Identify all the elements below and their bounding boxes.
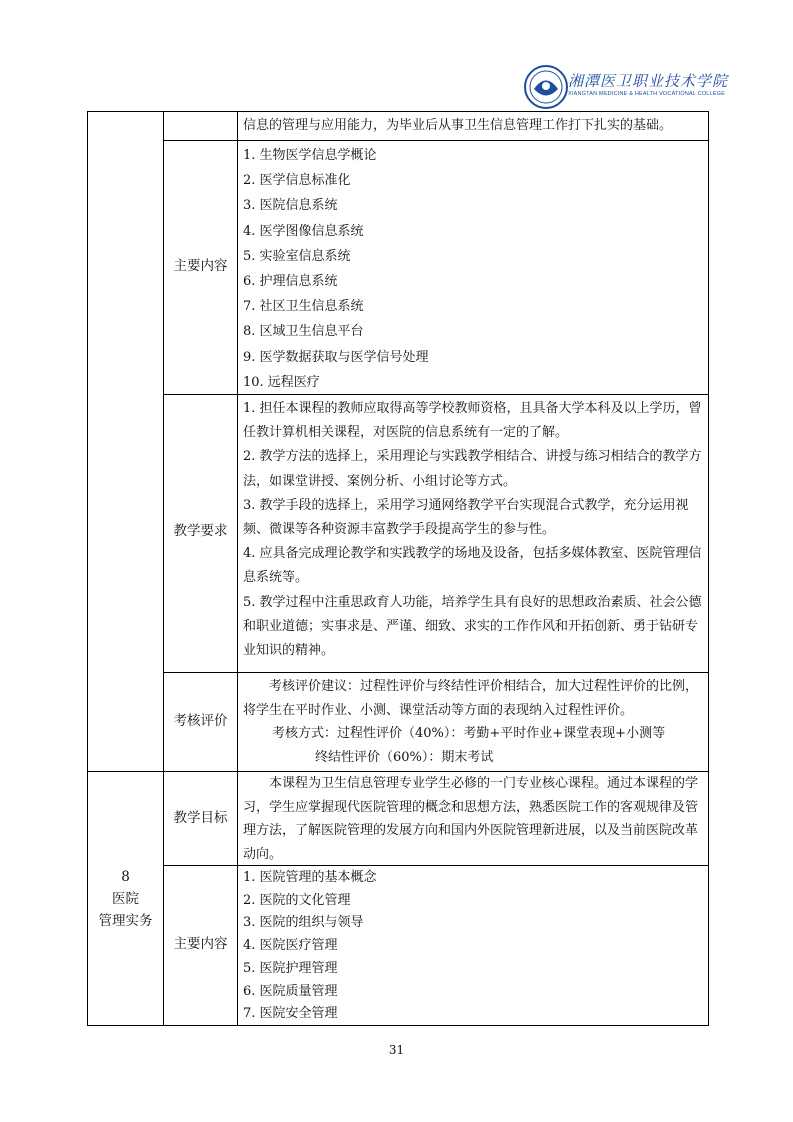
list-item: 7. 医院安全管理	[243, 1006, 338, 1022]
list-item: 3. 教学手段的选择上，采用学习通网络教学平台实现混合式教学，充分运用视频、微课等各种资源丰富教学手段提高学生的参与性。	[243, 497, 689, 538]
continued-text: 信息的管理与应用能力，为毕业后从事卫生信息管理工作打下扎实的基础。	[243, 118, 673, 133]
list-item: 3. 医院信息系统	[243, 198, 338, 214]
page-number: 31	[388, 1043, 405, 1057]
course-number-name	[88, 866, 163, 932]
college-name: 湘潭医卫职业技术学院	[568, 72, 729, 90]
evaluation-label: 考核评价	[173, 713, 228, 729]
list-item: 4. 应具备完成理论教学和实践教学的场地及设备，包括多媒体教室、医院管理信息系统等。	[243, 546, 702, 586]
list-item: 5. 实验室信息系统	[243, 248, 351, 264]
course-name-line2: 管理实务	[98, 913, 153, 929]
college-name-en: XIANGTAN MEDICINE & HEALTH VOCATIONAL COLLEGE	[568, 91, 726, 97]
list-item: 8. 区域卫生信息平台	[243, 324, 364, 340]
requirements-label: 教学要求	[173, 523, 228, 539]
list-item: 4. 医院医疗管理	[243, 938, 338, 954]
list-item: 5. 教学过程中注重思政育人功能，培养学生具有良好的思想政治素质、社会公德和职业道德；实事求是、严谨、细致、求实的工作作风和开拓创新、勇于钻研专业知识的精神。	[243, 594, 702, 659]
list-item: 5. 医院护理管理	[243, 960, 338, 976]
evaluation-method: 考核方式：过程性评价（40%）：考勤+平时作业+课堂表现+小测等	[272, 726, 666, 741]
goal-text: 本课程为卫生信息管理专业学生必修的一门专业核心课程。通过本课程的学习，学生应掌握现代医院管理的概念和思想方法，熟悉医院工作的客观规律及管理方法，了解医院管理的发展方向和国内外医院管理新进展，以及当前医院改革动向。	[243, 776, 699, 862]
list-item: 1. 担任本课程的教师应取得高等学校教师资格，且具备大学本科及以上学历，曾任教计算机相关课程，对医院的信息系统有一定的了解。	[243, 401, 702, 441]
evaluation-method-final: 终结性评价（60%）：期末考试	[315, 750, 494, 765]
content-label: 主要内容	[173, 258, 228, 274]
requirements-list	[243, 397, 703, 663]
list-item: 6. 护理信息系统	[243, 274, 338, 290]
content-list	[243, 143, 705, 395]
list-item: 4. 医学图像信息系统	[243, 223, 364, 239]
evaluation-advice: 考核评价建议：过程性评价与终结性评价相结合，加大过程性评价的比例，将学生在平时作业、小测、课堂活动等方面的表现纳入过程性评价。	[243, 679, 699, 718]
list-item: 1. 医院管理的基本概念	[243, 870, 377, 885]
course8-content-label: 主要内容	[173, 936, 228, 952]
list-item: 1. 生物医学信息学概论	[243, 148, 377, 163]
course-number: 8	[121, 869, 130, 885]
list-item: 2. 教学方法的选择上，采用理论与实践教学相结合、讲授与练习相结合的教学方法，如课堂讲授、案例分析、小组讨论等方式。	[243, 449, 702, 489]
list-item: 7. 社区卫生信息系统	[243, 299, 364, 315]
list-item: 9. 医学数据获取与医学信号处理	[243, 349, 429, 365]
list-item: 2. 医学信息标准化	[243, 173, 351, 189]
list-item: 6. 医院质量管理	[243, 983, 338, 999]
list-item: 2. 医院的文化管理	[243, 892, 351, 908]
list-item: 3. 医院的组织与领导	[243, 915, 364, 931]
course-name-line1: 医院	[112, 891, 139, 907]
goal-label: 教学目标	[173, 810, 228, 826]
list-item: 10. 远程医疗	[243, 374, 320, 390]
course8-content-list	[243, 867, 705, 1026]
